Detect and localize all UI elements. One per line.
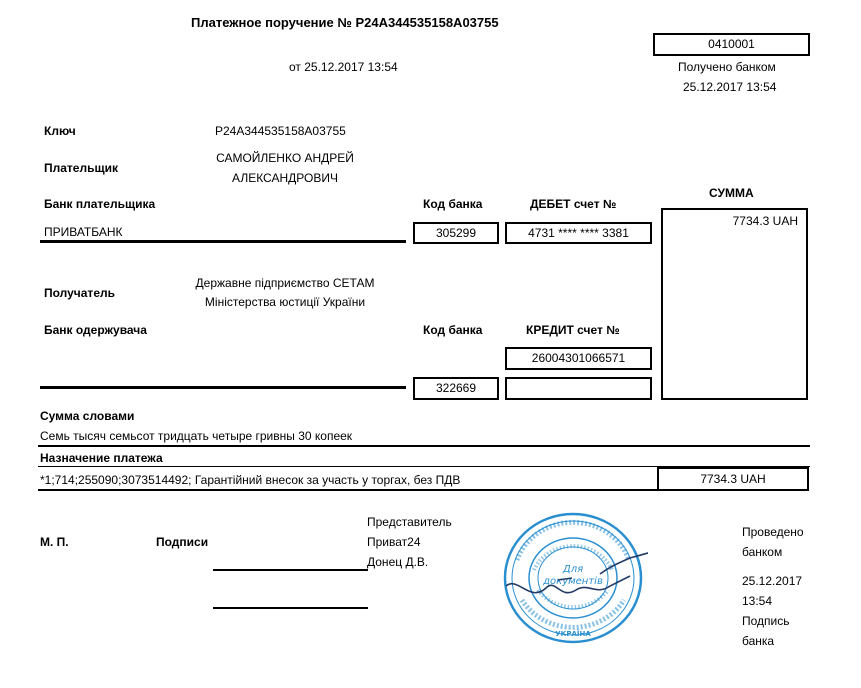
recipient-label: Получатель — [44, 286, 115, 300]
payer-bank-label: Банк плательщика — [44, 197, 156, 211]
credit-account-box — [505, 347, 652, 370]
document-title: Платежное поручение № P24A344535158A03755 — [191, 15, 499, 30]
signature-line-2 — [213, 607, 368, 609]
payer-name-line1: САМОЙЛЕНКО АНДРЕЙ — [216, 151, 354, 165]
received-label: Получено банком — [678, 60, 776, 74]
bank-sign-line2: банка — [742, 634, 775, 648]
purpose-value: *1;714;255090;3073514492; Гарантійний внесок за участь у торгах, без ПДВ — [40, 473, 461, 487]
payer-label: Плательщик — [44, 161, 118, 175]
payer-bank-code-box — [413, 222, 499, 244]
sum-box — [661, 208, 808, 400]
payer-name-line2: АЛЕКСАНДРОВИЧ — [232, 171, 338, 185]
payer-bank-code-label: Код банка — [423, 197, 483, 211]
sum-words-value: Семь тысяч семьсот тридцать четыре гривны 30 копеек — [40, 429, 353, 443]
recipient-name-line2: Міністерства юстиції України — [204, 295, 366, 309]
bank-stamp-icon — [498, 508, 648, 648]
payer-bank-name: ПРИВАТБАНК — [44, 225, 123, 239]
purpose-underline — [38, 489, 658, 491]
representative-line2: Приват24 — [367, 535, 421, 549]
sum-words-label: Сумма словами — [40, 409, 135, 423]
recipient-bank-code: 322669 — [435, 381, 477, 395]
representative-line3: Донец Д.В. — [367, 555, 429, 569]
sum-value: 7734.3 UAH — [732, 214, 798, 228]
recipient-bank-code-label: Код банка — [423, 323, 483, 337]
processed-date: 25.12.2017 — [742, 574, 803, 588]
sum-label: СУММА — [709, 186, 754, 200]
debit-account: 4731 **** **** 3381 — [528, 226, 629, 240]
stamp-center-line1: Для — [562, 564, 584, 575]
mp-label: М. П. — [40, 535, 69, 549]
processed-line2: банком — [742, 545, 783, 559]
purpose-amount: 7734.3 UAH — [700, 472, 766, 486]
empty-account-box — [505, 377, 652, 400]
stamp-country: УКРАЇНА — [555, 630, 591, 638]
recipient-bank-code-box — [413, 377, 499, 400]
document-date: от 25.12.2017 13:54 — [289, 60, 398, 74]
recipient-name-line1: Державне підприємство СЕТАМ — [195, 276, 375, 290]
purpose-label: Назначение платежа — [40, 451, 163, 465]
credit-account: 26004301066571 — [531, 351, 626, 365]
recipient-bank-underline — [40, 386, 406, 389]
representative-line1: Представитель — [367, 515, 452, 529]
signatures-label: Подписи — [156, 535, 209, 549]
payer-bank-underline — [40, 240, 406, 243]
purpose-amount-box — [657, 467, 809, 491]
payer-bank-code: 305299 — [435, 226, 477, 240]
recipient-bank-label: Банк одержувача — [44, 323, 147, 337]
signature-line-1 — [213, 569, 368, 571]
received-date: 25.12.2017 13:54 — [683, 80, 777, 94]
credit-label: КРЕДИТ счет № — [526, 323, 620, 337]
bank-sign-line1: Подпись — [742, 614, 790, 628]
debit-account-box — [505, 222, 652, 244]
processed-time: 13:54 — [742, 594, 773, 608]
debit-label: ДЕБЕТ счет № — [530, 197, 617, 211]
form-code: 0410001 — [708, 37, 755, 51]
sum-words-underline — [38, 445, 810, 447]
key-label: Ключ — [44, 124, 76, 138]
key-value: P24A344535158A03755 — [215, 124, 346, 138]
form-code-box — [653, 33, 810, 56]
stamp-center-line2: документів — [543, 576, 603, 587]
processed-line1: Проведено — [742, 525, 804, 539]
